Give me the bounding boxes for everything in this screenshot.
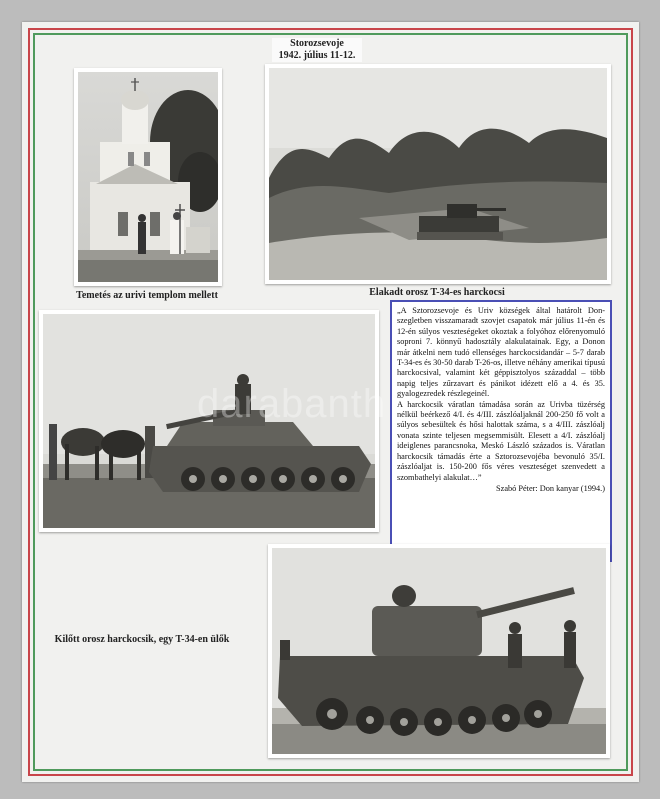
destroyed-tank-caption: Kilőtt orosz harckocsik, egy T-34-en ülők — [54, 634, 230, 645]
watermark: darabanth — [197, 382, 387, 426]
quote-attribution: Szabó Péter: Don kanyar (1994.) — [496, 483, 605, 493]
header-place: Storozsevoje — [290, 38, 344, 49]
church-photo — [74, 68, 222, 286]
destroyed-tank-photo-image — [272, 548, 606, 754]
stuck-tank-caption: Elakadt orosz T-34-es harckocsi — [369, 287, 505, 298]
header-date: 1942. július 11-12. — [278, 50, 356, 61]
quote-paragraph-2: A harckocsik váratlan támadása során az Urivba tüzérség nélkül beérkező 4/I. és 4/III. zászlóaljaknál 200-250 fő volt a súlyos sebesültek és hősi halottak száma, s a 4/III. zászlóalj vonata szinte teljesen megsemmisült. Elesett a 4/I. zászlóalj ideiglenes parancsnoka, Meskó László százados is. Váratlan harckocsik támadás érte a Sztorozsevojéba bevonuló 35/I. zászlóaljat is. 150-200 fős véres veszteséget szenvedett a szombathelyi alakulat…” — [397, 399, 605, 482]
church-photo-image — [78, 72, 218, 282]
stuck-tank-photo-image — [269, 68, 607, 280]
church-caption: Temetés az urivi templom mellett — [76, 290, 218, 301]
history-quote — [390, 300, 612, 562]
t34-horses-photo — [39, 310, 379, 532]
quote-paragraph-1: „A Sztorozsevoje és Uriv községek által határolt Don-szegletben visszamaradt szovjet csapatok már július 11-én és 12-én súlyos veszteségeket okoztak a folyóhoz előrenyomuló soproni 7. könnyű hadosztály alakulatainak. Egy, a Donon már átkelni nem tudó ellenséges harckocsidandár – 5-7 darab T-34-es és 30-50 darab T-26-os, illetve néhány amerikai típusú harckocsival, valamint két géppisztolyos századdal – több napig teljes zűrzavart és pánikot idézett elő a 4. és 35. gyalogezredek részlegeinél. — [397, 306, 605, 399]
album-page — [22, 22, 639, 782]
page-header — [272, 38, 362, 62]
t34-horses-photo-image — [43, 314, 375, 528]
destroyed-tank-photo — [268, 544, 610, 758]
stuck-tank-photo — [265, 64, 611, 284]
